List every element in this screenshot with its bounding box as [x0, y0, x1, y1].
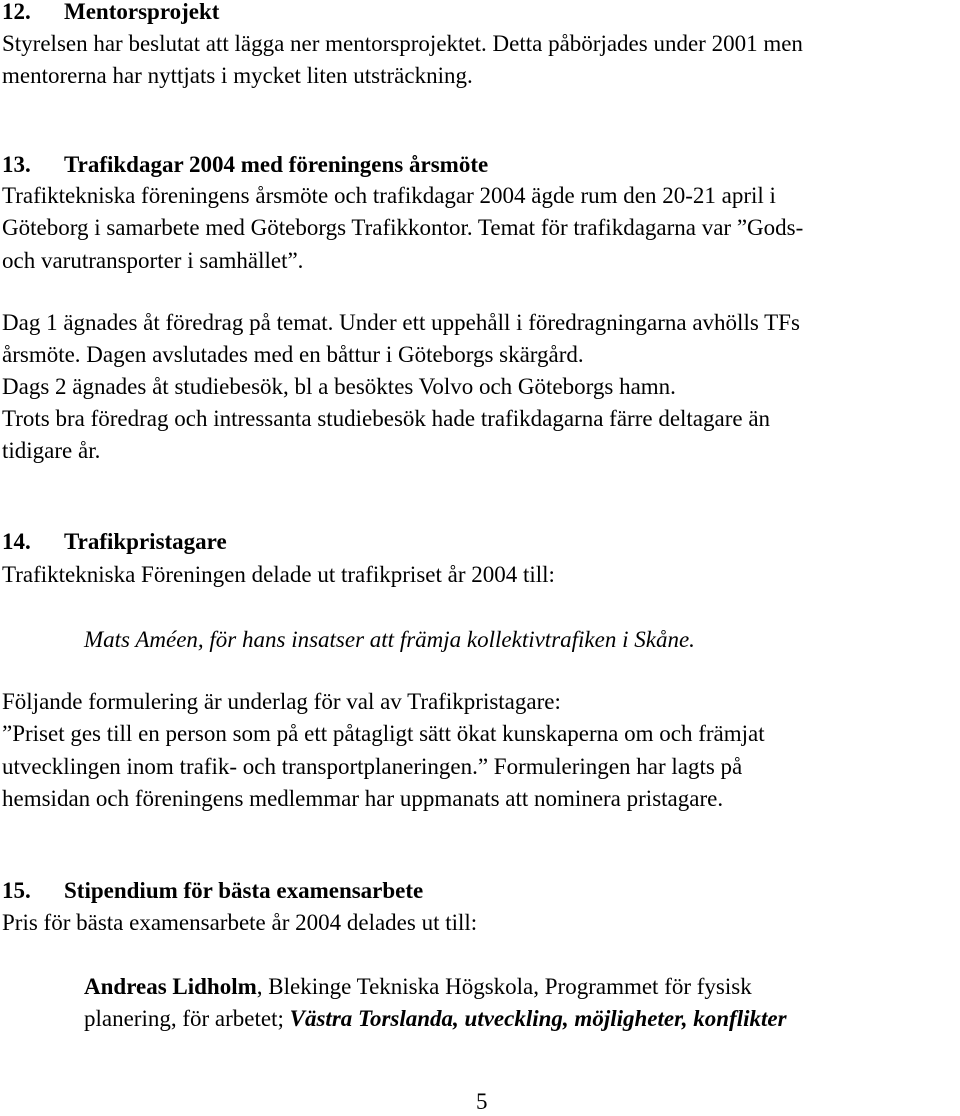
winner-affiliation: , Blekinge Tekniska Högskola, Programmet för fysisk: [256, 974, 752, 999]
section-12-heading: [2, 0, 219, 26]
thesis-prefix: planering, för arbetet;: [84, 1006, 290, 1031]
body-line: tidigare år.: [2, 438, 101, 463]
section-number: 12.: [2, 0, 31, 24]
body-line: Pris för bästa examensarbete år 2004 delades ut till:: [2, 910, 478, 935]
body-line: Göteborg i samarbete med Göteborgs Trafikkontor. Temat för trafikdagarna var ”Gods-: [2, 215, 804, 240]
thesis-title: Västra Torslanda, utveckling, möjligheter, konflikter: [289, 1006, 787, 1031]
body-line: utvecklingen inom trafik- och transportplaneringen.” Formuleringen har lagts på: [2, 754, 743, 779]
section-title: Trafikdagar 2004 med föreningens årsmöte: [64, 152, 489, 177]
section-number: 15.: [2, 878, 31, 903]
body-line: Följande formulering är underlag för val av Trafikpristagare:: [2, 689, 561, 714]
body-line: hemsidan och föreningens medlemmar har uppmanats att nominera pristagare.: [2, 786, 724, 811]
body-line: årsmöte. Dagen avslutades med en båttur i Göteborgs skärgård.: [2, 342, 584, 367]
body-line: Trafiktekniska Föreningen delade ut trafikpriset år 2004 till:: [2, 562, 555, 587]
body-line: Styrelsen har beslutat att lägga ner mentorsprojektet. Detta påbörjades under 2001 men: [2, 31, 803, 56]
body-line: Trots bra föredrag och intressanta studiebesök hade trafikdagarna färre deltagare än: [2, 406, 771, 431]
body-line: ”Priset ges till en person som på ett påtagligt sätt ökat kunskaperna om och främjat: [2, 721, 765, 746]
scholarship-thesis-line: [84, 1005, 787, 1033]
section-title: Stipendium för bästa examensarbete: [64, 878, 424, 903]
scholarship-winner-line: [84, 973, 752, 1001]
section-number: 14.: [2, 529, 31, 554]
section-title: Trafikpristagare: [64, 529, 227, 554]
winner-name: Andreas Lidholm: [84, 974, 257, 999]
body-line: och varutransporter i samhället”.: [2, 248, 304, 273]
section-15-heading: [2, 877, 423, 905]
section-number: 13.: [2, 152, 31, 177]
prize-winner: Mats Améen, för hans insatser att främja kollektivtrafiken i Skåne.: [84, 627, 695, 652]
section-14-heading: [2, 528, 227, 556]
section-title: Mentorsprojekt: [64, 0, 220, 24]
section-13-heading: [2, 151, 488, 179]
body-line: mentorerna har nyttjats i mycket liten utsträckning.: [2, 63, 473, 88]
body-line: Dag 1 ägnades åt föredrag på temat. Under ett uppehåll i föredragningarna avhölls TFs: [2, 310, 800, 335]
body-line: Trafiktekniska föreningens årsmöte och trafikdagar 2004 ägde rum den 20-21 april i: [2, 183, 776, 208]
page-number: 5: [476, 1089, 488, 1114]
body-line: Dags 2 ägnades åt studiebesök, bl a besöktes Volvo och Göteborgs hamn.: [2, 374, 676, 399]
